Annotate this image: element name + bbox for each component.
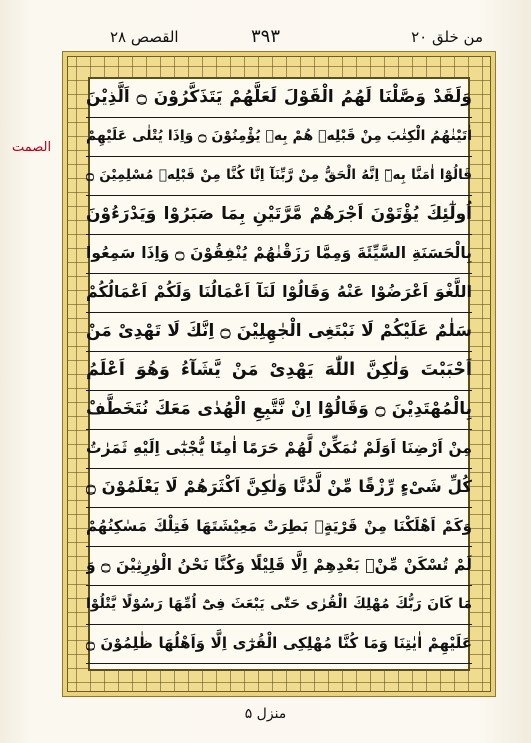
page-header <box>0 28 531 50</box>
verse-line-10: مِنْ اَرْضِنَا اَوَلَمْ نُمَكِّنْ لَّهُمْ حَرَمًا اٰمِنًا يُّجْبٰٓى اِلَيْهِ ثَمَرٰتُ <box>86 430 472 469</box>
header-para-name: من خلق ٢٠ <box>411 28 483 46</box>
verse-line-2: اٰتَيْنٰهُمُ الْكِتٰبَ مِنْ قَبْلِهٖ هُمْ بِهٖ يُؤْمِنُوْنَ ۝ وَاِذَا يُتْلٰى عَلَيْهِمْ <box>86 118 472 157</box>
manzil-marker: منزل ۵ <box>244 706 287 722</box>
verse-line-4: اُولٰٓئِكَ يُؤْتَوْنَ اَجْرَهُمْ مَّرَّتَيْنِ بِمَا صَبَرُوْا وَيَدْرَءُوْنَ <box>86 196 472 235</box>
verse-line-8: اَحْبَبْتَ وَلٰكِنَّ اللّٰهَ يَهْدِىْ مَنْ يَّشَآءُ وَهُوَ اَعْلَمُ <box>86 352 472 391</box>
verse-text-area <box>86 79 472 667</box>
verse-line-15: عَلَيْهِمْ اٰيٰتِنَا وَمَا كُنَّا مُهْلِكِى الْقُرٰٓى اِلَّا وَاَهْلُهَا ظٰلِمُوْنَ ۝ <box>86 625 472 664</box>
page-number: ٣٩٣ <box>250 26 280 47</box>
verse-line-12: وَكَمْ اَهْلَكْنَا مِنْ قَرْيَةٍۢ بَطِرَتْ مَعِيْشَتَهَا فَتِلْكَ مَسٰكِنُهُمْ <box>86 508 472 547</box>
verse-line-9: بِالْمُهْتَدِيْنَ ۝ وَقَالُوْٓا اِنْ نَّتَّبِعِ الْهُدٰى مَعَكَ نُتَخَطَّفْ <box>86 391 472 430</box>
verse-line-1: وَلَقَدْ وَصَّلْنَا لَهُمُ الْقَوْلَ لَعَلَّهُمْ يَتَذَكَّرُوْنَ ۝ اَلَّذِيْنَ <box>86 79 472 118</box>
verse-line-7: سَلٰمٌ عَلَيْكُمْ لَا نَبْتَغِى الْجٰهِلِيْنَ ۝ اِنَّكَ لَا تَهْدِىْ مَنْ <box>86 313 472 352</box>
verse-line-11: كُلِّ شَىْءٍ رِّزْقًا مِّنْ لَّدُنَّا وَلٰكِنَّ اَكْثَرَهُمْ لَا يَعْلَمُوْنَ ۝ <box>86 469 472 508</box>
verse-line-6: اللَّغْوَ اَعْرَضُوْا عَنْهُ وَقَالُوْا لَنَآ اَعْمَالُنَا وَلَكُمْ اَعْمَالُكُمْ <box>86 274 472 313</box>
verse-line-3: قَالُوْٓا اٰمَنَّا بِهٖٓ اِنَّهُ الْحَقُّ مِنْ رَّبِّنَآ اِنَّا كُنَّا مِنْ قَبْلِهٖ مُسْلِمِيْنَ ۝ <box>86 157 472 196</box>
verse-line-5: بِالْحَسَنَةِ السَّيِّئَةَ وَمِمَّا رَزَقْنٰهُمْ يُنْفِقُوْنَ ۝ وَاِذَا سَمِعُوا <box>86 235 472 274</box>
verse-line-13: لَمْ تُسْكَنْ مِّنْۢ بَعْدِهِمْ اِلَّا قَلِيْلًا وَكُنَّا نَحْنُ الْوٰرِثِيْنَ ۝ وَ <box>86 547 472 586</box>
header-surah-name: القصص ٢٨ <box>110 28 179 46</box>
margin-note: الصمت <box>12 140 52 155</box>
verse-line-14: مَا كَانَ رَبُّكَ مُهْلِكَ الْقُرٰى حَتّٰى يَبْعَثَ فِىْٓ اُمِّهَا رَسُوْلًا يَّتْلُوْا <box>86 586 472 625</box>
